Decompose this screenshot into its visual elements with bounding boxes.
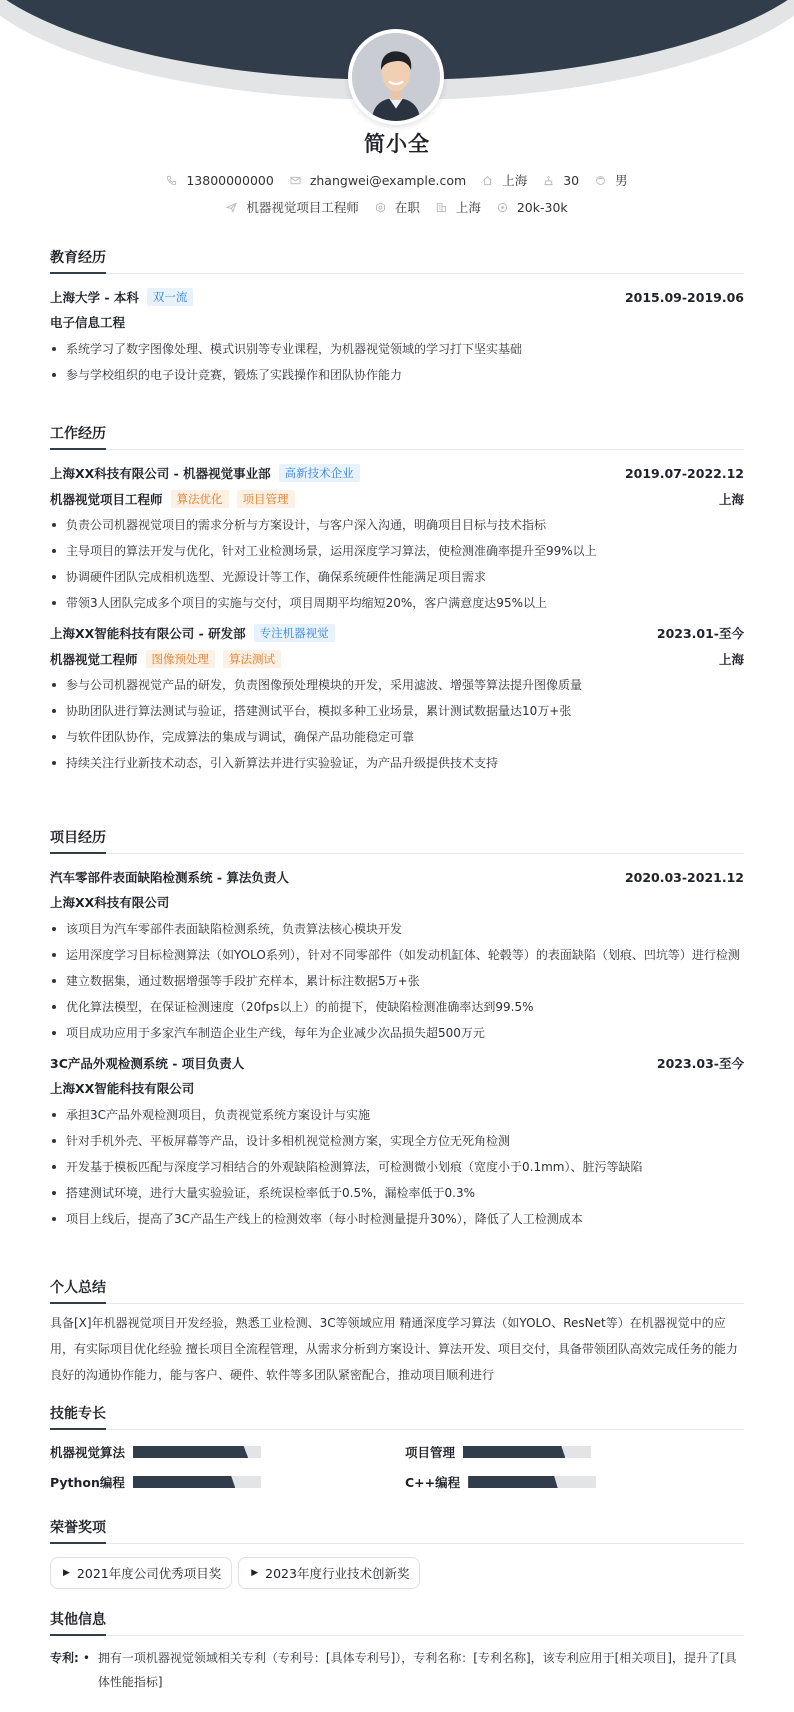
other-section — [50, 1610, 744, 1694]
position-title: 机器视觉工程师 — [50, 652, 138, 667]
skill-item: 项目管理 — [405, 1442, 744, 1462]
work-date: 2023.01-至今 — [656, 626, 744, 641]
residence-item: 上海 — [482, 171, 527, 189]
avatar-photo-icon — [352, 33, 440, 121]
position-tag: 算法测试 — [223, 650, 281, 668]
award-item: ▶ 2023年度行业技术创新奖 — [238, 1557, 420, 1589]
list-item: 负责公司机器视觉项目的需求分析与方案设计，与客户深入沟通，明确项目目标与技术指标 — [50, 512, 744, 538]
list-item: 开发基于模板匹配与深度学习相结合的外观缺陷检测算法，可检测微小划痕（宽度小于0.1mm）、脏污等缺陷 — [50, 1154, 744, 1180]
project-entry — [50, 1050, 744, 1232]
projects-section — [50, 828, 744, 1232]
building-icon — [436, 202, 447, 213]
position-tag: 图像预处理 — [146, 650, 216, 668]
list-item: 参与公司机器视觉产品的研发，负责图像预处理模块的开发，采用滤波、增强等算法提升图像质量 — [50, 672, 744, 698]
section-title: 个人总结 — [50, 1278, 744, 1304]
gender-icon — [595, 175, 606, 186]
list-item: 项目上线后，提高了3C产品生产线上的检测效率（每小时检测量提升30%），降低了人工检测成本 — [50, 1206, 744, 1232]
skills-section — [50, 1404, 744, 1492]
skill-bar — [133, 1476, 261, 1488]
work-section — [50, 424, 744, 776]
list-item: 针对手机外壳、平板屏幕等产品，设计多相机视觉检测方案，实现全方位无死角检测 — [50, 1128, 744, 1154]
work-location: 上海 — [718, 492, 744, 507]
avatar — [348, 29, 444, 125]
major: 电子信息工程 — [50, 315, 126, 330]
project-company: 上海XX智能科技有限公司 — [50, 1081, 195, 1096]
project-entry — [50, 864, 744, 1046]
company-name: 上海XX科技有限公司 - 机器视觉事业部 — [50, 466, 271, 481]
project-name: 汽车零部件表面缺陷检测系统 - 算法负责人 — [50, 870, 289, 885]
mail-icon — [290, 175, 301, 186]
skill-item: C++编程 — [405, 1472, 744, 1492]
work-date: 2019.07-2022.12 — [624, 465, 744, 481]
skill-item: Python编程 — [50, 1472, 405, 1492]
salary-item: 20k-30k — [497, 200, 568, 215]
education-section — [50, 248, 744, 388]
phone-item: 13800000000 — [166, 173, 273, 188]
gender-item: 男 — [595, 171, 628, 189]
skill-item: 机器视觉算法 — [50, 1442, 405, 1462]
summary-section — [50, 1278, 744, 1388]
project-date: 2023.03-至今 — [656, 1056, 744, 1071]
salary-icon — [497, 202, 508, 213]
list-item: 带领3人团队完成多个项目的实施与交付，项目周期平均缩短20%，客户满意度达95%以上 — [50, 590, 744, 616]
list-item: 项目成功应用于多家汽车制造企业生产线，每年为企业减少次品损失超500万元 — [50, 1020, 744, 1046]
skill-bar — [463, 1446, 591, 1458]
list-item: 主导项目的算法开发与优化，针对工业检测场景，运用深度学习算法，使检测准确率提升至99%以上 — [50, 538, 744, 564]
status-icon — [375, 202, 386, 213]
age-icon — [543, 175, 554, 186]
target-position-item: 机器视觉项目工程师 — [226, 198, 359, 216]
list-item: 建立数据集，通过数据增强等手段扩充样本，累计标注数据5万+张 — [50, 968, 744, 994]
list-item: 协助团队进行算法测试与验证，搭建测试平台，模拟多种工业场景，累计测试数据量达10万+张 — [50, 698, 744, 724]
summary-text: 具备[X]年机器视觉项目开发经验，熟悉工业检测、3C等领域应用 精通深度学习算法（如YOLO、ResNet等）在机器视觉中的应用，有实际项目优化经验 擅长项目全流程管理，从需求分析到方案设计、算法开发、项目交付，具备带领团队高效完成任务的能力 良好的沟通协作能力，能与客户、硬件、软件等多团队紧密配合，推动项目顺利进行 — [50, 1316, 738, 1382]
school-degree: 上海大学 - 本科 — [50, 290, 139, 305]
position-title: 机器视觉项目工程师 — [50, 492, 163, 507]
list-item: 搭建测试环境，进行大量实验验证，系统误检率低于0.5%，漏检率低于0.3% — [50, 1180, 744, 1206]
skill-bar — [133, 1446, 261, 1458]
list-item: 协调硬件团队完成相机选型、光源设计等工作，确保系统硬件性能满足项目需求 — [50, 564, 744, 590]
section-title: 其他信息 — [50, 1610, 744, 1636]
company-tag: 专注机器视觉 — [254, 624, 335, 642]
age-item: 30 — [543, 173, 579, 188]
work-entry — [50, 620, 744, 776]
list-item: 与软件团队协作，完成算法的集成与调试，确保产品功能稳定可靠 — [50, 724, 744, 750]
list-item: 系统学习了数字图像处理、模式识别等专业课程，为机器视觉领域的学习打下坚实基础 — [50, 336, 744, 362]
patent-label: 专利: — [50, 1651, 79, 1665]
triangle-right-icon: ▶ — [251, 1568, 259, 1578]
company-name: 上海XX智能科技有限公司 - 研发部 — [50, 626, 246, 641]
project-name: 3C产品外观检测系统 - 项目负责人 — [50, 1056, 245, 1071]
education-date: 2015.09-2019.06 — [624, 289, 744, 305]
patent-item — [50, 1646, 744, 1694]
contact-info-row — [0, 171, 794, 189]
job-status-item: 在职 — [375, 198, 420, 216]
list-item: 承担3C产品外观检测项目，负责视觉系统方案设计与实施 — [50, 1102, 744, 1128]
phone-icon — [166, 175, 177, 186]
section-title: 工作经历 — [50, 424, 744, 450]
list-item: 持续关注行业新技术动态，引入新算法并进行实验验证，为产品升级提供技术支持 — [50, 750, 744, 776]
section-title: 技能专长 — [50, 1404, 744, 1430]
candidate-name: 简小全 — [364, 132, 430, 156]
section-title: 荣誉奖项 — [50, 1518, 744, 1544]
awards-section — [50, 1518, 744, 1589]
bullet-icon: • — [82, 1651, 90, 1665]
list-item: 该项目为汽车零部件表面缺陷检测系统，负责算法核心模块开发 — [50, 916, 744, 942]
skill-bar — [468, 1476, 596, 1488]
email-item: zhangwei@example.com — [290, 173, 466, 188]
patent-text: 拥有一项机器视觉领域相关专利（专利号：[具体专利号]），专利名称：[专利名称]，该专利应用于[相关项目]，提升了[具体性能指标] — [97, 1651, 737, 1689]
position-tag: 算法优化 — [171, 490, 229, 508]
list-item: 参与学校组织的电子设计竞赛，锻炼了实践操作和团队协作能力 — [50, 362, 744, 388]
work-location: 上海 — [718, 652, 744, 667]
project-company: 上海XX科技有限公司 — [50, 895, 170, 910]
company-tag: 高新技术企业 — [279, 464, 360, 482]
education-entry — [50, 284, 744, 388]
section-title: 教育经历 — [50, 248, 744, 274]
position-tag: 项目管理 — [237, 490, 295, 508]
triangle-right-icon: ▶ — [63, 1568, 70, 1578]
project-date: 2020.03-2021.12 — [624, 869, 744, 885]
home-icon — [482, 175, 493, 186]
award-item: ▶ 2021年度公司优秀项目奖 — [50, 1557, 232, 1589]
section-title: 项目经历 — [50, 828, 744, 854]
list-item: 运用深度学习目标检测算法（如YOLO系列），针对不同零部件（如发动机缸体、轮毂等）的表面缺陷（划痕、凹坑等）进行检测 — [50, 942, 744, 968]
list-item: 优化算法模型，在保证检测速度（20fps以上）的前提下，使缺陷检测准确率达到99.5% — [50, 994, 744, 1020]
target-city-item: 上海 — [436, 198, 481, 216]
school-tag: 双一流 — [147, 288, 194, 306]
send-icon — [226, 202, 237, 213]
work-entry — [50, 460, 744, 616]
job-intent-row — [0, 198, 794, 216]
